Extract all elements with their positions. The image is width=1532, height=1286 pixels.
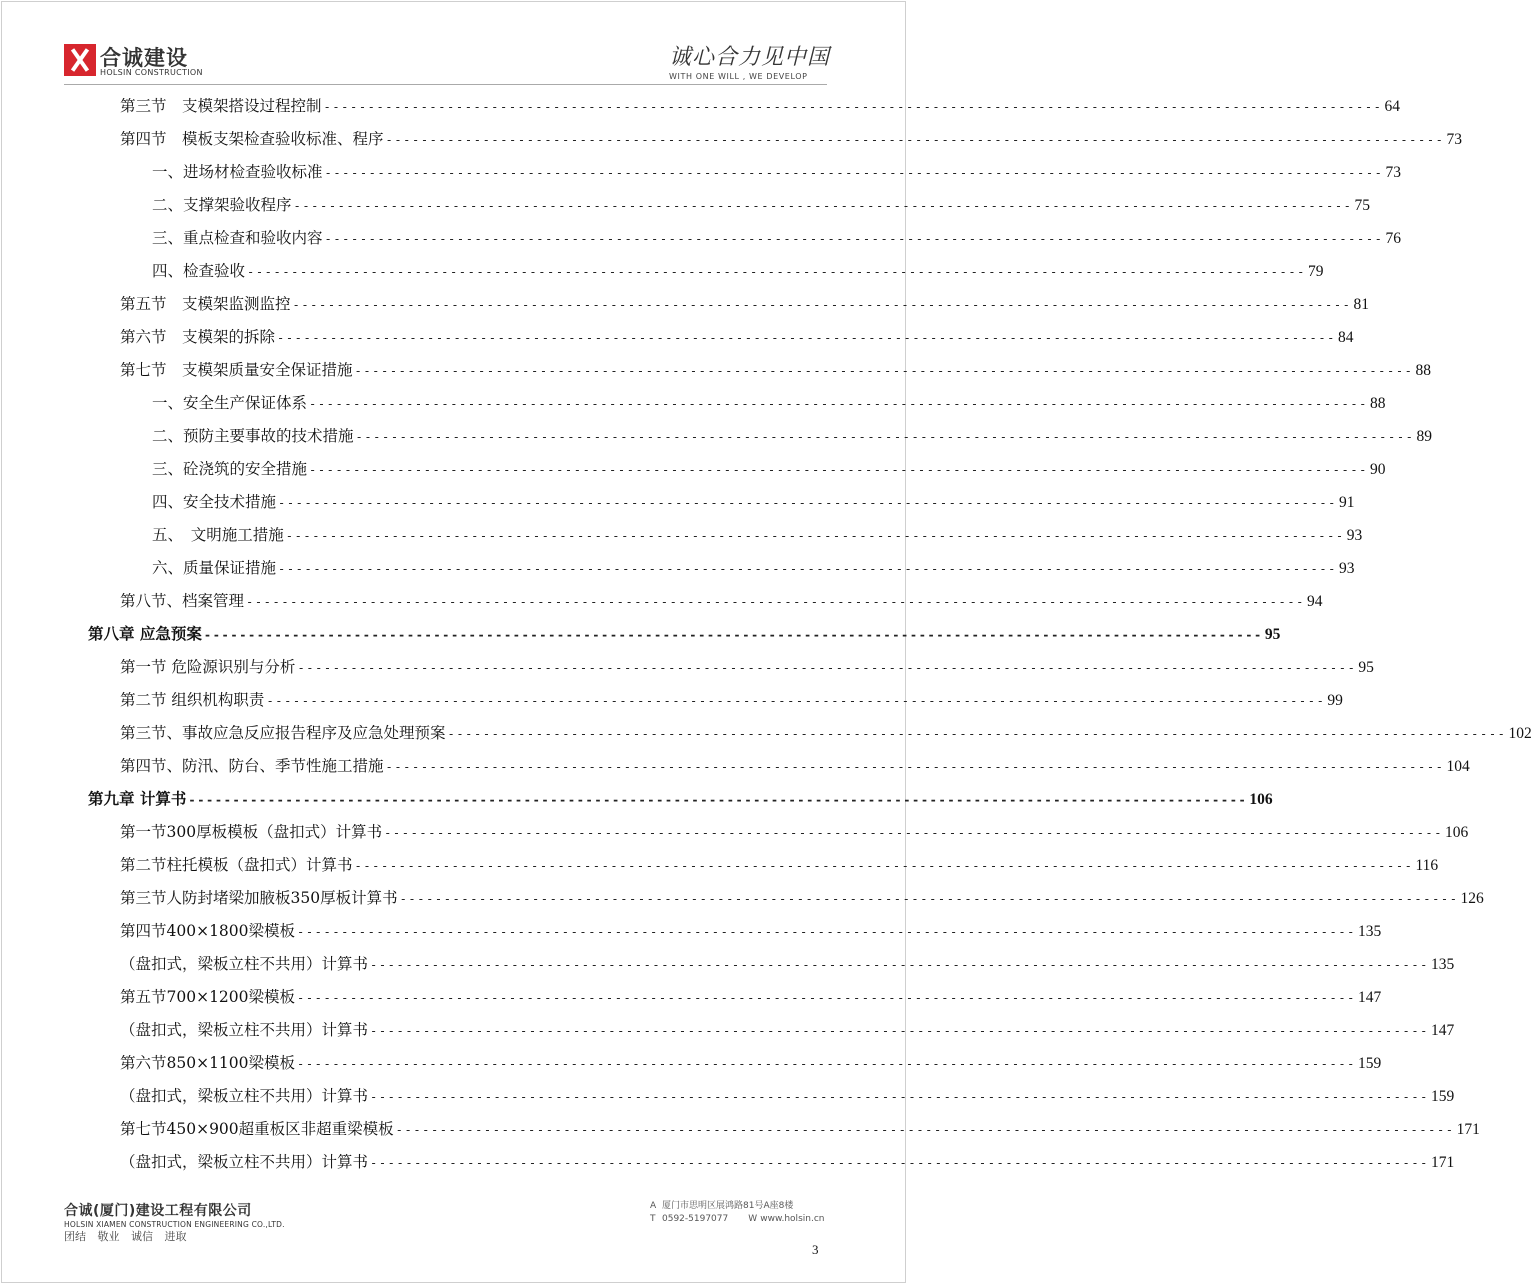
- toc-dot-leader: ------------------------------------------------------------------------------------------------------------------------: [247, 265, 1306, 279]
- toc-entry-title: 第三节、事故应急反应报告程序及应急处理预案: [120, 724, 446, 742]
- toc-entry-title: 六、质量保证措施: [152, 559, 277, 577]
- toc-entry-row: [120, 90, 1400, 123]
- toc-entry-row: [152, 156, 1401, 189]
- toc-entry-row: [120, 717, 1532, 750]
- toc-page-number: 91: [1338, 494, 1355, 511]
- toc-entry-row: [120, 651, 1374, 684]
- toc-page-number: 89: [1416, 428, 1432, 445]
- toc-entry-title: 第四节、防汛、防台、季节性施工措施: [120, 757, 384, 775]
- toc-dot-leader: ------------------------------------------------------------------------------------------------------------------------: [354, 859, 1414, 873]
- toc-dot-leader: ------------------------------------------------------------------------------------------------------------------------: [370, 958, 1429, 972]
- toc-dot-leader: ------------------------------------------------------------------------------------------------------------------------: [323, 100, 1383, 114]
- toc-entry-row: [120, 354, 1431, 387]
- toc-page-number: 171: [1430, 1154, 1455, 1171]
- toc-entry-title: 第九章 计算书: [88, 790, 187, 808]
- toc-page-number: 126: [1460, 890, 1484, 907]
- toc-dot-leader: ------------------------------------------------------------------------------------------------------------------------: [309, 397, 1368, 411]
- toc-entry-title: 第六节 支模架的拆除: [120, 328, 276, 346]
- toc-entry-row: [120, 849, 1439, 882]
- toc-entry-title: （盘扣式，梁板立柱不共用）计算书: [120, 1087, 369, 1105]
- toc-entry-row: [120, 1146, 1455, 1179]
- toc-dot-leader: ------------------------------------------------------------------------------------------------------------------------: [324, 166, 1384, 180]
- toc-entry-title: 第三节 支模架搭设过程控制: [120, 97, 322, 115]
- toc-chapter-row: [88, 783, 1273, 816]
- toc-dot-leader: ------------------------------------------------------------------------------------------------------------------------: [297, 1057, 1356, 1071]
- toc-dot-leader: ------------------------------------------------------------------------------------------------------------------------: [384, 826, 1444, 840]
- toc-page-number: 147: [1430, 1022, 1455, 1039]
- toc-entry-row: [152, 486, 1355, 519]
- toc-entry-row: [120, 585, 1323, 618]
- toc-entry-title: 第四节 模板支架检查验收标准、程序: [120, 130, 384, 148]
- toc-entry-title: 第一节300厚板模板（盘扣式）计算书: [120, 823, 383, 841]
- phone-web-line: [650, 1213, 824, 1226]
- toc-page-number: 93: [1338, 560, 1355, 577]
- web-label: W: [748, 1214, 758, 1224]
- toc-dot-leader: ------------------------------------------------------------------------------------------------------------------------: [370, 1024, 1429, 1038]
- toc-entry-row: [152, 387, 1386, 420]
- toc-entry-title: 二、预防主要事故的技术措施: [152, 427, 354, 445]
- toc-entry-title: 第五节700×1200梁模板: [120, 988, 296, 1006]
- toc-entry-title: 三、重点检查和验收内容: [152, 229, 323, 247]
- toc-page-number: 79: [1307, 263, 1324, 280]
- toc-entry-row: [152, 453, 1386, 486]
- slogan-english: WITH ONE WILL , WE DEVELOP: [669, 72, 808, 81]
- toc-page-number: 106: [1249, 791, 1273, 808]
- toc-entry-row: [120, 1080, 1455, 1113]
- toc-dot-leader: ------------------------------------------------------------------------------------------------------------------------: [395, 1123, 1455, 1137]
- footer-company: [64, 1200, 285, 1229]
- toc-entry-title: 第五节 支模架监测监控: [120, 295, 291, 313]
- toc-dot-leader: ------------------------------------------------------------------------------------------------------------------------: [355, 430, 1415, 444]
- toc-dot-leader: ------------------------------------------------------------------------------------------------------------------------: [246, 595, 1305, 609]
- header-divider: [64, 84, 827, 85]
- toc-entry-title: 第八节、档案管理: [120, 592, 245, 610]
- toc-entry-row: [120, 288, 1369, 321]
- toc-entry-row: [120, 684, 1343, 717]
- toc-entry-row: [152, 222, 1401, 255]
- toc-entry-row: [120, 816, 1469, 849]
- toc-page-number: 93: [1346, 527, 1363, 544]
- toc-page-number: 75: [1354, 197, 1370, 214]
- toc-dot-leader: ------------------------------------------------------------------------------------------------------------------------: [385, 133, 1445, 147]
- toc-entry-row: [120, 1047, 1382, 1080]
- company-chinese-name: 合诚(厦门)建设工程有限公司: [64, 1203, 252, 1219]
- toc-entry-title: 一、进场材检查验收标准: [152, 163, 323, 181]
- toc-dot-leader: ------------------------------------------------------------------------------------------------------------------------: [285, 529, 1345, 543]
- toc-dot-leader: ------------------------------------------------------------------------------------------------------------------------: [309, 463, 1368, 477]
- toc-entry-row: [120, 948, 1455, 981]
- toc-entry-title: 第七节 支模架质量安全保证措施: [120, 361, 353, 379]
- toc-entry-row: [120, 981, 1382, 1014]
- page-number: 3: [812, 1242, 819, 1257]
- toc-dot-leader: ------------------------------------------------------------------------------------------------------------------------: [447, 727, 1507, 741]
- toc-entry-title: 第六节850×1100梁模板: [120, 1054, 296, 1072]
- tel-label: T: [650, 1214, 656, 1224]
- toc-entry-title: （盘扣式，梁板立柱不共用）计算书: [120, 955, 369, 973]
- toc-page-number: 95: [1358, 659, 1374, 676]
- toc-dot-leader: ------------------------------------------------------------------------------------------------------------------------: [324, 232, 1384, 246]
- toc-page-number: 94: [1306, 593, 1323, 610]
- toc-dot-leader: ------------------------------------------------------------------------------------------------------------------------: [297, 925, 1356, 939]
- toc-page-number: 84: [1337, 329, 1354, 346]
- header-slogan: [669, 40, 829, 81]
- toc-entry-row: [120, 1113, 1480, 1146]
- toc-entry-row: [120, 321, 1354, 354]
- footer-contact: [650, 1200, 824, 1226]
- toc-page-number: 171: [1456, 1121, 1480, 1138]
- toc-dot-leader: ------------------------------------------------------------------------------------------------------------------------: [188, 793, 1248, 807]
- toc-dot-leader: ------------------------------------------------------------------------------------------------------------------------: [297, 661, 1357, 675]
- toc-entry-row: [152, 255, 1324, 288]
- toc-page-number: 99: [1327, 692, 1343, 709]
- toc-dot-leader: ------------------------------------------------------------------------------------------------------------------------: [297, 991, 1356, 1005]
- toc-page-number: 106: [1445, 824, 1469, 841]
- company-english-name: HOLSIN XIAMEN CONSTRUCTION ENGINEERING CO.,LTD.: [64, 1220, 285, 1229]
- logo-chinese-name: 合诚建设: [100, 46, 188, 70]
- toc-page-number: 147: [1357, 989, 1382, 1006]
- toc-dot-leader: ------------------------------------------------------------------------------------------------------------------------: [370, 1156, 1429, 1170]
- toc-dot-leader: ------------------------------------------------------------------------------------------------------------------------: [399, 892, 1459, 906]
- toc-dot-leader: ------------------------------------------------------------------------------------------------------------------------: [278, 496, 1337, 510]
- toc-page-number: 104: [1446, 758, 1470, 775]
- toc-entry-row: [152, 420, 1432, 453]
- toc-dot-leader: ------------------------------------------------------------------------------------------------------------------------: [370, 1090, 1429, 1104]
- toc-page-number: 76: [1385, 230, 1401, 247]
- toc-entry-title: 四、检查验收: [152, 262, 246, 280]
- toc-dot-leader: ------------------------------------------------------------------------------------------------------------------------: [385, 760, 1445, 774]
- toc-dot-leader: ------------------------------------------------------------------------------------------------------------------------: [292, 298, 1352, 312]
- toc-entry-title: 四、安全技术措施: [152, 493, 277, 511]
- toc-page-number: 95: [1264, 626, 1281, 643]
- toc-entry-title: 第一节 危险源识别与分析: [120, 658, 296, 676]
- toc-page-number: 116: [1415, 857, 1439, 874]
- toc-entry-row: [152, 552, 1355, 585]
- toc-dot-leader: ------------------------------------------------------------------------------------------------------------------------: [266, 694, 1326, 708]
- toc-dot-leader: ------------------------------------------------------------------------------------------------------------------------: [293, 199, 1353, 213]
- slogan-chinese: 诚心合力见中国: [669, 45, 831, 70]
- toc-entry-title: （盘扣式，梁板立柱不共用）计算书: [120, 1021, 369, 1039]
- toc-chapter-row: [88, 618, 1281, 651]
- toc-page-number: 90: [1369, 461, 1386, 478]
- company-values: 团结 敬业 诚信 进取: [64, 1230, 187, 1243]
- toc-dot-leader: ------------------------------------------------------------------------------------------------------------------------: [203, 628, 1263, 642]
- toc-entry-title: 第七节450×900超重板区非超重梁模板: [120, 1120, 394, 1138]
- toc-entry-row: [120, 750, 1470, 783]
- tel-text: 0592-5197077: [662, 1214, 729, 1224]
- toc-page-number: 159: [1430, 1088, 1455, 1105]
- toc-dot-leader: ------------------------------------------------------------------------------------------------------------------------: [277, 331, 1336, 345]
- toc-entry-title: 第二节柱托模板（盘扣式）计算书: [120, 856, 353, 874]
- toc-entry-title: 第二节 组织机构职责: [120, 691, 265, 709]
- toc-entry-title: 第八章 应急预案: [88, 625, 202, 643]
- address-label: A: [650, 1201, 657, 1211]
- toc-page-number: 64: [1384, 98, 1400, 115]
- toc-entry-row: [152, 189, 1370, 222]
- toc-dot-leader: ------------------------------------------------------------------------------------------------------------------------: [354, 364, 1414, 378]
- toc-page-number: 102: [1508, 725, 1532, 742]
- toc-page-number: 81: [1353, 296, 1369, 313]
- toc-entry-title: （盘扣式，梁板立柱不共用）计算书: [120, 1153, 369, 1171]
- toc-page-number: 73: [1446, 131, 1462, 148]
- toc-entry-row: [120, 123, 1462, 156]
- toc-page-number: 159: [1357, 1055, 1382, 1072]
- toc-entry-title: 第四节400×1800梁模板: [120, 922, 296, 940]
- toc-entry-title: 一、安全生产保证体系: [152, 394, 308, 412]
- toc-page-number: 135: [1430, 956, 1455, 973]
- toc-entry-title: 五、 文明施工措施: [152, 526, 284, 544]
- logo-english-name: HOLSIN CONSTRUCTION: [100, 68, 203, 77]
- toc-entry-title: 第三节人防封堵梁加腋板350厚板计算书: [120, 889, 398, 907]
- company-logo: [64, 44, 234, 80]
- logo-mark-icon: [64, 44, 96, 76]
- toc-dot-leader: ------------------------------------------------------------------------------------------------------------------------: [278, 562, 1337, 576]
- toc-entry-row: [152, 519, 1363, 552]
- toc-page-number: 88: [1415, 362, 1431, 379]
- toc-page-number: 88: [1369, 395, 1386, 412]
- toc-entry-title: 三、砼浇筑的安全措施: [152, 460, 308, 478]
- toc-page-number: 135: [1357, 923, 1382, 940]
- toc-entry-title: 二、支撑架验收程序: [152, 196, 292, 214]
- toc-entry-row: [120, 1014, 1455, 1047]
- toc-entry-row: [120, 882, 1484, 915]
- address-text: 厦门市思明区展鸿路81号A座8楼: [662, 1201, 794, 1211]
- web-text: www.holsin.cn: [760, 1214, 825, 1224]
- toc-page-number: 73: [1385, 164, 1401, 181]
- toc-entry-row: [120, 915, 1382, 948]
- address-line: [650, 1200, 824, 1213]
